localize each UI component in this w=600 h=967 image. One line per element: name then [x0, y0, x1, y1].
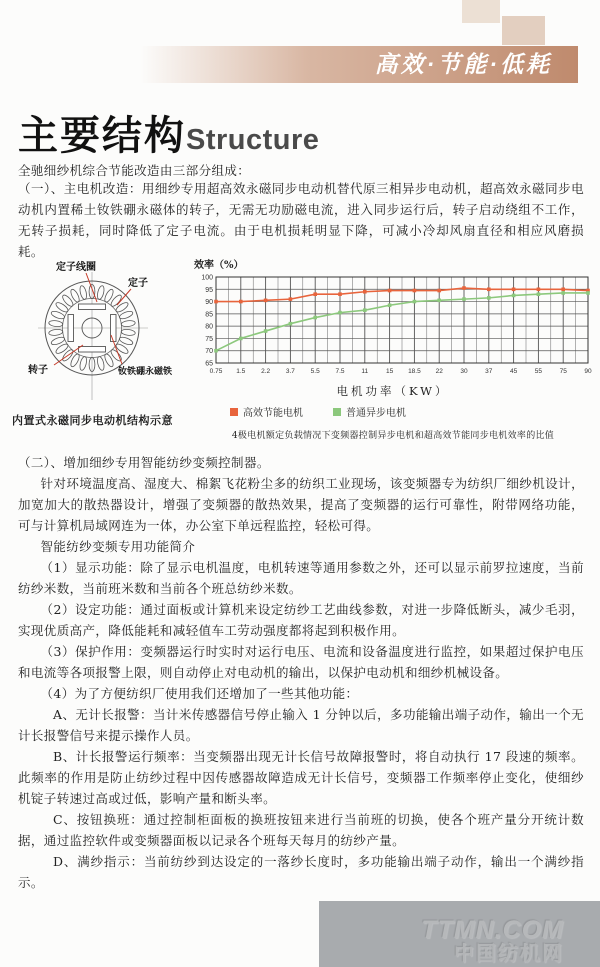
section1	[18, 178, 584, 262]
y-tick-label: 70	[205, 348, 213, 356]
leader-stator-coil	[86, 273, 97, 302]
data-point-marker	[462, 286, 466, 290]
data-point-marker	[561, 291, 565, 295]
x-tick-label: 37	[485, 368, 493, 375]
data-point-marker	[239, 337, 243, 341]
stator-coil-loop	[69, 288, 81, 303]
magnet-left	[68, 315, 74, 342]
data-point-marker	[363, 308, 367, 312]
title-zh: 主要结构	[18, 114, 186, 158]
chart-legend	[230, 404, 594, 419]
chart-ylabel: 效率（%）	[194, 260, 244, 271]
x-tick-label: 1.5	[236, 368, 246, 375]
x-tick-label: 30	[460, 368, 468, 375]
y-tick-label: 65	[205, 360, 213, 368]
magnet-bottom	[79, 347, 106, 353]
watermark-line2: 中国纺机网	[454, 943, 564, 965]
magnet-right	[111, 315, 117, 342]
stator-coil-loop	[79, 285, 88, 300]
data-point-marker	[363, 290, 367, 294]
data-point-marker	[214, 349, 218, 353]
y-tick-label: 80	[205, 323, 213, 331]
decor-square-small	[462, 0, 500, 23]
x-tick-label: 55	[534, 368, 543, 375]
stator-coil-loop	[103, 353, 115, 368]
efficiency-chart	[192, 256, 594, 441]
data-point-marker	[214, 300, 218, 304]
data-point-marker	[313, 292, 317, 296]
efficiency-chart-svg	[192, 273, 594, 377]
stator-coil-loop	[61, 294, 75, 308]
data-point-marker	[239, 300, 243, 304]
x-tick-label: 15	[385, 368, 394, 375]
x-tick-label: 75	[559, 368, 567, 375]
stator-coil-loop	[121, 329, 136, 336]
label-rotor: 转子	[28, 365, 48, 376]
stator-coil-loop	[69, 353, 81, 368]
data-point-marker	[437, 299, 441, 303]
data-point-marker	[338, 292, 342, 296]
section1-paragraph: （一）、主电机改造：用细纱专用超高效永磁同步电动机替代原三相异步电动机，超高效永磁同步电动机内置稀土钕铁硼永磁体的转子，无需无功励磁电流，进入同步运行后，转子启动绕组不工作，无转子损耗，同时降低了定子电流。由于电机损耗明显下降，可减小冷却风扇直径和相应风磨损耗。	[18, 181, 584, 259]
motor-diagram-caption: 内置式永磁同步电动机结构示意	[12, 414, 173, 427]
stator-coil-loop	[48, 329, 63, 336]
banner-slogan: 高效·节能·低耗	[374, 51, 552, 77]
y-tick-label: 75	[205, 335, 213, 343]
y-tick-label: 85	[205, 311, 213, 319]
x-tick-label: 22	[435, 368, 443, 375]
body-paragraph: （4）为了方便纺织厂使用我们还增加了一些其他功能：	[40, 686, 359, 701]
y-tick-label: 95	[205, 286, 213, 294]
y-tick-label: 90	[205, 299, 213, 307]
watermark-line1: TTMN.COM	[421, 916, 564, 944]
page-title	[18, 104, 319, 161]
legend-label: 普通异步电机	[346, 408, 406, 419]
body-paragraph: B、计长报警运行频率：当变频器出现无计长信号故障报警时，将自动执行 17 段速的频率。此频率的作用是防止纺纱过程中因传感器故障造成无计长信号，变频器工作频率停止变化，使细纱机锭子转速过高或过低，影响产量和断头率。	[18, 749, 584, 806]
data-point-marker	[388, 289, 392, 293]
x-tick-label: 7.5	[335, 368, 345, 375]
data-point-marker	[413, 300, 417, 304]
x-tick-label: 3.7	[285, 368, 295, 375]
x-tick-label: 2.2	[261, 368, 271, 375]
data-point-marker	[264, 329, 268, 333]
label-stator-coil: 定子线圈	[56, 262, 96, 273]
motor-diagram	[10, 258, 195, 428]
data-point-marker	[537, 287, 541, 291]
body-paragraph: 智能纺纱变频专用功能简介	[40, 539, 196, 554]
body-paragraph: （2）设定功能：通过面板或计算机来设定纺纱工艺曲线参数，对进一步降低断头，减少毛羽，实现优质高产，降低能耗和减轻值车工劳动强度都将起到积极作用。	[18, 602, 584, 638]
body-paragraph: （1）显示功能：除了显示电机温度，电机转速等通用参数之外，还可以显示前罗拉速度，当前纺纱米数，当前班米数和当前各个班总纺纱米数。	[18, 560, 584, 596]
x-tick-label: 0.75	[209, 368, 223, 375]
watermark-box	[319, 901, 600, 967]
header-banner	[140, 46, 578, 83]
data-point-marker	[388, 303, 392, 307]
data-point-marker	[561, 287, 565, 291]
motor-diagram-svg	[10, 258, 195, 406]
body-paragraph: A、无计长报警：当计米传感器信号停止输入 1 分钟以后，多功能输出端子动作，输出一个无计长报警信号来提示操作人员。	[18, 707, 584, 743]
stator-coil-loop	[103, 288, 115, 303]
magnet-top	[79, 304, 106, 310]
legend-swatch-red	[230, 408, 238, 416]
data-point-marker	[264, 299, 268, 303]
intro-text: 全驰细纱机综合节能改造由三部分组成：	[18, 163, 251, 178]
chart-xlabel: 电机功率（KW）	[336, 384, 450, 398]
decor-square-large	[502, 16, 545, 45]
data-point-marker	[487, 287, 491, 291]
legend-swatch-green	[333, 408, 341, 416]
x-tick-label: 90	[584, 368, 592, 375]
data-point-marker	[512, 294, 516, 298]
data-point-marker	[289, 322, 293, 326]
data-point-marker	[413, 289, 417, 293]
data-point-marker	[313, 316, 317, 320]
body-paragraph: 针对环境温度高、湿度大、棉絮飞花粉尘多的纺织工业现场，该变频器专为纺织厂细纱机设计，加宽加大的散热器设计，增强了变频器的散热效果，提高了变频器的运行可靠性，附带网络功能，可与计算机局域网连为一体，办公室下单远程监控，轻松可得。	[18, 476, 584, 533]
data-point-marker	[462, 297, 466, 301]
body-paragraph: C、按钮换班：通过控制柜面板的换班按钮来进行当前班的切换，使各个班产量分开统计数据，通过监控软件或变频器面板以记录各个班每天每月的纺纱产量。	[18, 812, 584, 848]
data-point-marker	[338, 311, 342, 315]
data-point-marker	[289, 297, 293, 301]
stator-coil-loop	[96, 285, 105, 300]
data-point-marker	[586, 291, 590, 295]
body-paragraph: D、满纱指示：当前纺纱到达设定的一落纱长度时，多功能输出端子动作，输出一个满纱指示。	[18, 854, 584, 890]
x-tick-label: 11	[361, 368, 369, 375]
data-point-marker	[437, 289, 441, 293]
chart-caption: 4极电机额定负载情况下变频器控制异步电机和超高效节能同步电机效率的比值	[231, 431, 555, 441]
x-tick-label: 18.5	[408, 368, 421, 375]
data-point-marker	[512, 287, 516, 291]
body-paragraph: （3）保护作用：变频器运行时实时对运行电压、电流和设备温度进行监控，如果超过保护电压和电流等各项报警上限，则自动停止对电动机的输出，以保护电动机和细纱机械设备。	[18, 644, 584, 680]
data-point-marker	[487, 296, 491, 300]
legend-label: 高效节能电机	[243, 408, 303, 419]
body-paragraph: （二）、增加细纱专用智能纺纱变频控制器。	[18, 455, 270, 470]
stator-coil-loop	[96, 356, 105, 371]
stator-coil-loop	[48, 320, 63, 327]
y-tick-label: 100	[201, 274, 213, 282]
stator-coil-loop	[121, 320, 136, 327]
legend-item-ordinary	[333, 404, 406, 419]
section2-body	[18, 452, 584, 893]
title-en: Structure	[186, 124, 320, 156]
x-tick-label: 5.5	[310, 368, 320, 375]
label-magnet: 钕铁硼永磁铁	[118, 367, 173, 377]
data-point-marker	[537, 292, 541, 296]
label-stator: 定子	[128, 278, 148, 289]
stator-coil-loop	[79, 356, 88, 371]
x-tick-label: 45	[509, 368, 518, 375]
legend-item-high-efficiency	[230, 404, 303, 419]
